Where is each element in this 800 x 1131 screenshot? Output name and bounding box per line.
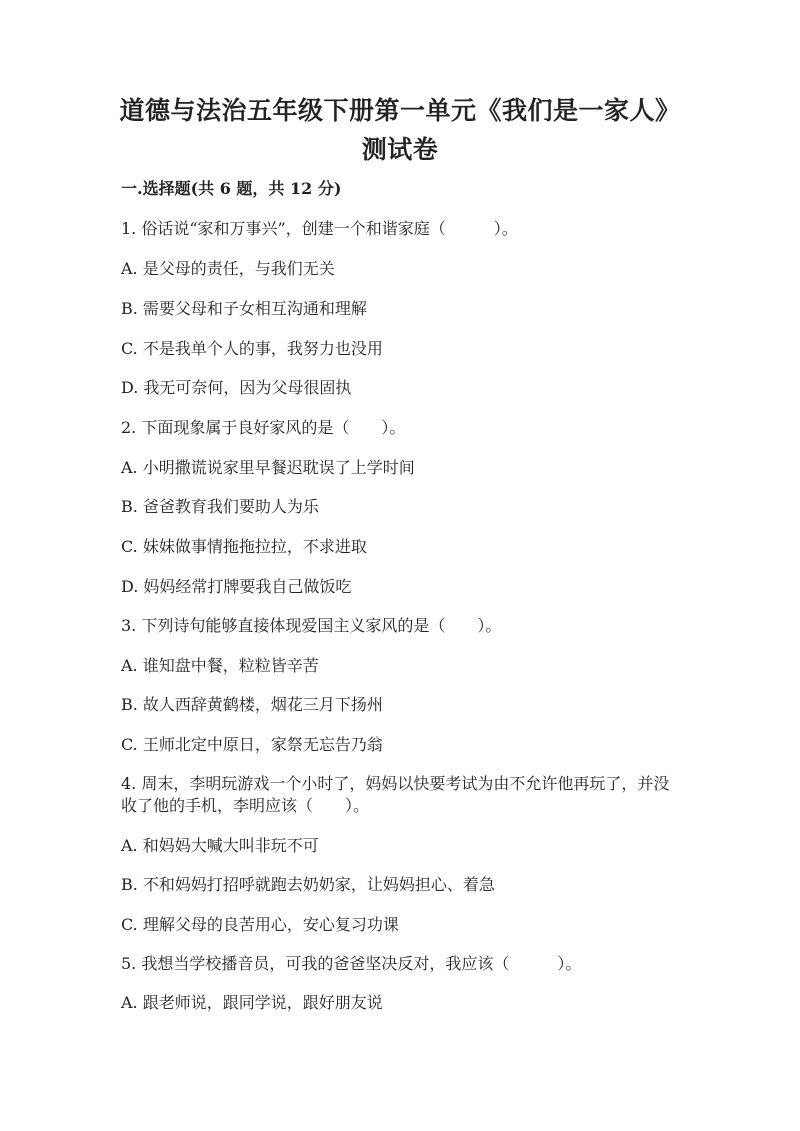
section-heading: 一.选择题(共 6 题，共 12 分) (121, 179, 342, 198)
page-subtitle: 测试卷 (361, 135, 439, 164)
q2-option-c: C. 妹妹做事情拖拖拉拉，不求进取 (121, 537, 367, 556)
q4-option-c: C. 理解父母的良苦用心，安心复习功课 (121, 915, 399, 934)
q2-option-b: B. 爸爸教育我们要助人为乐 (121, 497, 319, 516)
q2-option-d: D. 妈妈经常打牌要我自己做饭吃 (121, 577, 352, 596)
question-5: 5. 我想当学校播音员，可我的爸爸坚决反对，我应该（ ）。 (121, 954, 582, 973)
page-title: 道德与法治五年级下册第一单元《我们是一家人》 (119, 96, 681, 125)
question-2: 2. 下面现象属于良好家风的是（ ）。 (121, 418, 406, 437)
q3-option-b: B. 故人西辞黄鹤楼，烟花三月下扬州 (121, 695, 383, 714)
q1-option-b: B. 需要父母和子女相互沟通和理解 (121, 299, 367, 318)
q1-option-c: C. 不是我单个人的事，我努力也没用 (121, 339, 383, 358)
question-3: 3. 下列诗句能够直接体现爱国主义家风的是（ ）。 (121, 616, 502, 635)
q4-option-b: B. 不和妈妈打招呼就跑去奶奶家，让妈妈担心、着急 (121, 875, 495, 894)
question-1: 1. 俗话说“家和万事兴”，创建一个和谐家庭（ ）。 (121, 219, 518, 238)
q2-option-a: A. 小明撒谎说家里早餐迟耽误了上学时间 (121, 458, 415, 477)
q4-option-a: A. 和妈妈大喊大叫非玩不可 (121, 836, 319, 855)
q5-option-a: A. 跟老师说，跟同学说，跟好朋友说 (121, 993, 383, 1012)
q3-option-c: C. 王师北定中原日，家祭无忘告乃翁 (121, 735, 383, 754)
question-4-line-2: 收了他的手机，李明应该（ ）。 (121, 796, 370, 815)
q1-option-d: D. 我无可奈何，因为父母很固执 (121, 378, 352, 397)
q3-option-a: A. 谁知盘中餐，粒粒皆辛苦 (121, 656, 319, 675)
question-4-line-1: 4. 周末，李明玩游戏一个小时了，妈妈以快要考试为由不允许他再玩了，并没 (121, 774, 670, 793)
q1-option-a: A. 是父母的责任，与我们无关 (121, 259, 335, 278)
